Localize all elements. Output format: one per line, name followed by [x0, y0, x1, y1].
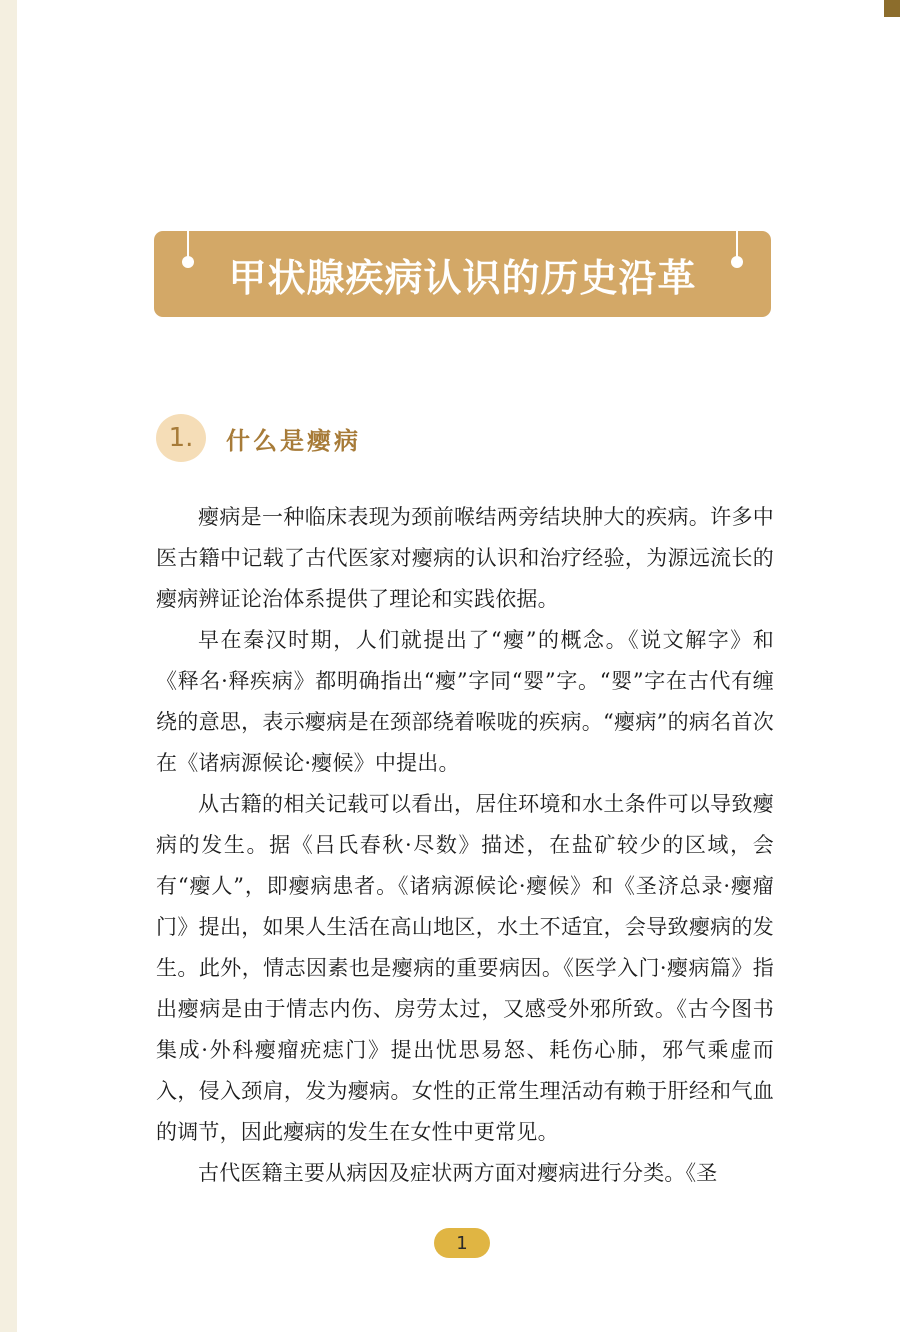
section-number-badge: 1. — [156, 414, 206, 462]
chapter-title: 甲状腺疾病认识的历史沿革 — [228, 254, 697, 300]
paragraph-1: 瘿病是一种临床表现为颈前喉结两旁结块肿大的疾病。许多中医古籍中记载了古代医家对瘿病的认识和治疗经验，为源远流长的瘿病辨证论治体系提供了理论和实践依据。 — [156, 505, 774, 611]
hanging-line-left — [187, 231, 189, 259]
paragraph-2: 早在秦汉时期，人们就提出了“瘿”的概念。《说文解字》和《释名·释疾病》都明确指出“瘿”字同“婴”字。“婴”字在古代有缠绕的意思，表示瘿病是在颈部绕着喉咙的疾病。“瘿病”的病名首次在《诸病源候论·瘿候》中提出。 — [156, 628, 774, 775]
paragraph-4: 古代医籍主要从病因及症状两方面对瘿病进行分类。《圣 — [198, 1161, 718, 1185]
left-margin-band — [0, 0, 17, 1332]
paragraph-3: 从古籍的相关记载可以看出，居住环境和水土条件可以导致瘿病的发生。据《吕氏春秋·尽数》描述，在盐矿较少的区域，会有“瘿人”，即瘿病患者。《诸病源候论·瘿候》和《圣济总录·瘿瘤门》提出，如果人生活在高山地区，水土不适宜，会导致瘿病的发生。此外，情志因素也是瘿病的重要病因。《医学入门·瘿病篇》指出瘿病是由于情志内伤、房劳太过，又感受外邪所致。《古今图书集成·外科瘿瘤疣痣门》提出忧思易怒、耗伤心肺，邪气乘虚而入，侵入颈肩，发为瘿病。女性的正常生理活动有赖于肝经和气血的调节，因此瘿病的发生在女性中更常见。 — [156, 792, 774, 1144]
hanging-ornament-right-icon — [731, 256, 743, 268]
hanging-line-right — [736, 231, 738, 259]
body-text — [156, 497, 774, 1194]
section-heading — [156, 414, 361, 462]
hanging-ornament-left-icon — [182, 256, 194, 268]
section-title: 什么是瘿病 — [226, 425, 361, 455]
corner-mark — [884, 0, 900, 17]
chapter-title-banner — [154, 231, 771, 317]
page-number-badge: 1 — [434, 1228, 490, 1258]
